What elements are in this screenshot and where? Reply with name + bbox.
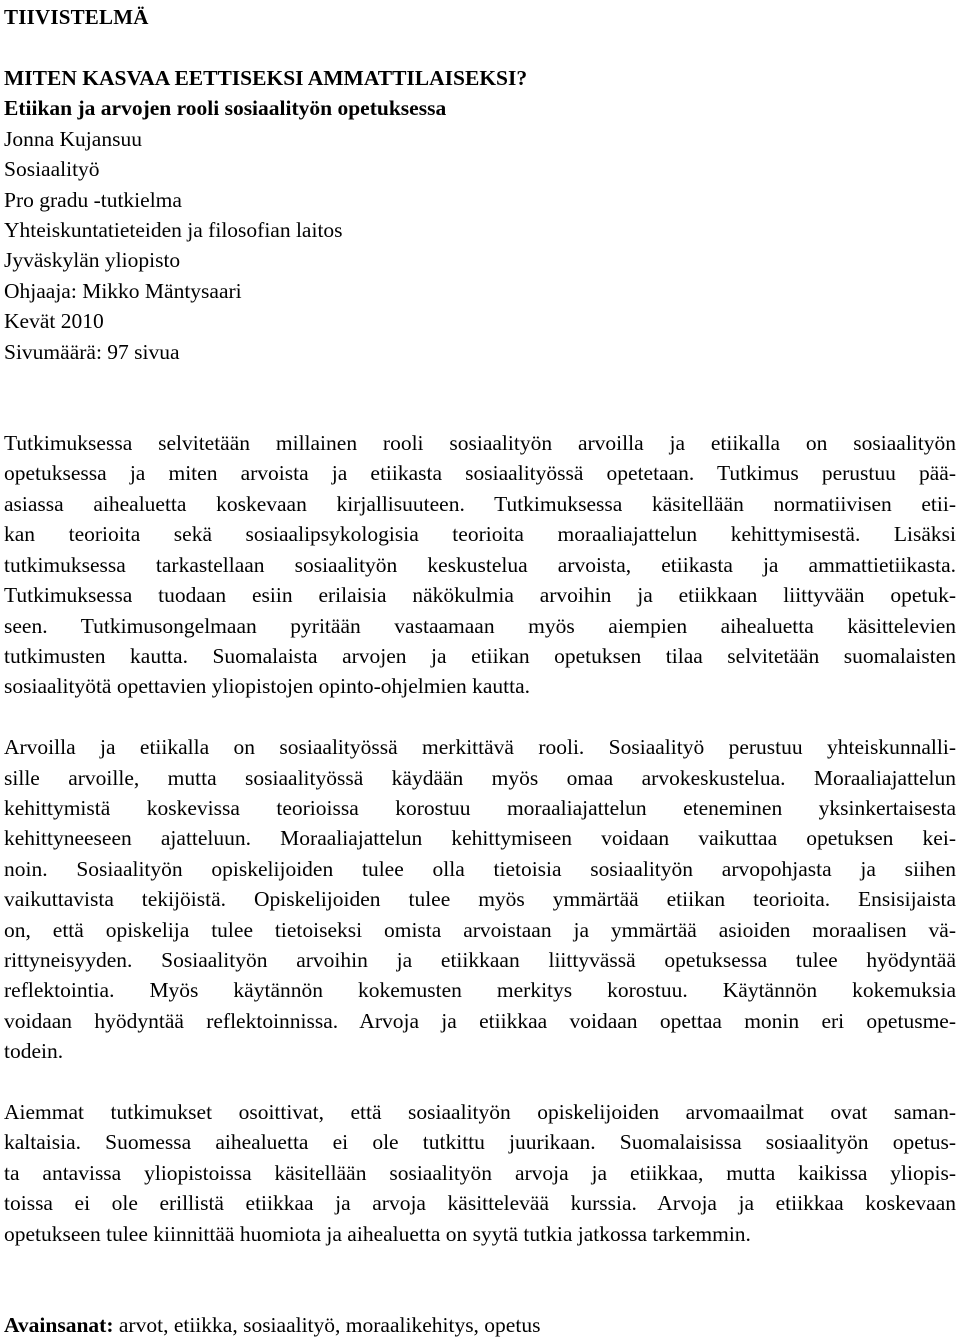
paragraph-line: todein. [4, 1039, 64, 1064]
university: Jyväskylän yliopisto [4, 248, 181, 273]
paragraph-line: tutkimuksessa tarkastellaan sosiaalityön keskustelua arvoista, etiikasta ja ammattietiikasta. [4, 552, 956, 577]
paragraph-line: kaltaisia. Suomessa aihealuetta ei ole tutkittu juurikaan. Suomalaisissa sosiaalityön opetus- [4, 1130, 956, 1155]
paragraph-line: vaikuttavista tekijöistä. Opiskelijoiden tulee myös ymmärtää etiikan teorioita. Ensisijaista [4, 887, 956, 912]
paragraph-line: kehittymistä koskevissa teorioissa korostuu moraaliajattelun eteneminen yksinkertaisesta [4, 795, 956, 820]
paragraph-line: opetukseen tulee kiinnittää huomiota ja aihealuetta on syytä tutkia jatkossa tarkemmin. [4, 1221, 751, 1246]
paragraph-line: noin. Sosiaalityön opiskelijoiden tulee olla tietoisia sosiaalityön arvopohjasta ja siihen [4, 856, 956, 881]
paragraph-line: asiassa aihealuetta koskevaan kirjallisuuteen. Tutkimuksessa käsitellään normatiivisen etii- [4, 491, 956, 516]
paragraph-line: voidaan hyödyntää reflektoinnissa. Arvoja ja etiikkaa voidaan opettaa monin eri opetusme- [4, 1008, 956, 1033]
paragraph-line: Aiemmat tutkimukset osoittivat, että sosiaalityön opiskelijoiden arvomaailmat ovat saman- [4, 1099, 956, 1124]
paragraph-line: ta antavissa yliopistoissa käsitellään sosiaalityön arvoja ja etiikkaa, mutta kaikissa yliopis- [4, 1160, 956, 1185]
abstract-heading: TIIVISTELMÄ [4, 5, 149, 29]
paragraph-line: reflektointia. Myös käytännön kokemusten merkitys korostuu. Käytännön kokemuksia [4, 978, 956, 1003]
abstract-paragraph-2 [4, 732, 956, 1066]
paragraph-line: on, että opiskelija tulee tietoiseksi omista arvoistaan ja ymmärtää asioiden moraalisen vä- [4, 917, 956, 942]
document-page [4, 0, 956, 1340]
paragraph-line: tutkimusten kautta. Suomalaista arvojen ja etiikan opetuksen tilaa selvitetään suomalaisten [4, 643, 956, 668]
paragraph-line: seen. Tutkimusongelmaan pyritään vastaamaan myös aiempien aihealuetta käsittelevien [4, 613, 956, 638]
paragraph-line: kehittyneeseen ajatteluun. Moraaliajattelun kehittymiseen voidaan vaikuttaa opetuksen kei- [4, 826, 956, 851]
abstract-paragraph-1 [4, 428, 956, 702]
paragraph-line: sosiaalityötä opettavien yliopistojen opinto-ohjelmien kautta. [4, 674, 531, 699]
term: Kevät 2010 [4, 309, 104, 334]
keywords-label: Avainsanat: [4, 1313, 114, 1337]
subject: Sosiaalityö [4, 157, 100, 182]
department: Yhteiskuntatieteiden ja filosofian laitos [4, 218, 343, 243]
keywords-values: arvot, etiikka, sosiaalityö, moraalikehitys, opetus [118, 1313, 541, 1337]
paragraph-line: Arvoilla ja etiikalla on sosiaalityössä merkittävä rooli. Sosiaalityö perustuu yhteiskunnalli- [4, 735, 956, 760]
supervisor: Ohjaaja: Mikko Mäntysaari [4, 278, 242, 303]
author-name: Jonna Kujansuu [4, 126, 142, 151]
paragraph-line: Tutkimuksessa selvitetään millainen rooli sosiaalityön arvoilla ja etiikalla on sosiaalityön [4, 431, 956, 456]
thesis-subtitle: Etiikan ja arvojen rooli sosiaalityön opetuksessa [4, 96, 447, 121]
paragraph-line: kan teorioita sekä sosiaalipsykologisia teorioita moraaliajattelun kehittymisestä. Lisäksi [4, 522, 956, 547]
abstract-body [4, 428, 956, 1249]
keywords-line [4, 1310, 956, 1340]
abstract-paragraph-3 [4, 1097, 956, 1249]
paragraph-line: sille arvoille, mutta sosiaalityössä käydään myös omaa arvokeskustelua. Moraaliajattelun [4, 765, 956, 790]
page-count: Sivumäärä: 97 sivua [4, 339, 180, 364]
thesis-info-block [4, 63, 956, 367]
paragraph-line: rittyneisyyden. Sosiaalityön arvoihin ja etiikkaan liittyvässä opetuksessa tulee hyödyntää [4, 947, 956, 972]
thesis-type: Pro gradu -tutkielma [4, 187, 182, 212]
paragraph-line: Tutkimuksessa tuodaan esiin erilaisia näkökulmia arvoihin ja etiikkaan liittyvään opetuk- [4, 583, 956, 608]
paragraph-line: opetuksessa ja miten arvoista ja etiikasta sosiaalityössä opetetaan. Tutkimus perustuu pää- [4, 461, 956, 486]
paragraph-line: toissa ei ole erillistä etiikkaa ja arvoja käsittelevää kurssia. Arvoja ja etiikkaa koskevaan [4, 1191, 956, 1216]
thesis-main-title: MITEN KASVAA EETTISEKSI AMMATTILAISEKSI? [4, 66, 528, 90]
